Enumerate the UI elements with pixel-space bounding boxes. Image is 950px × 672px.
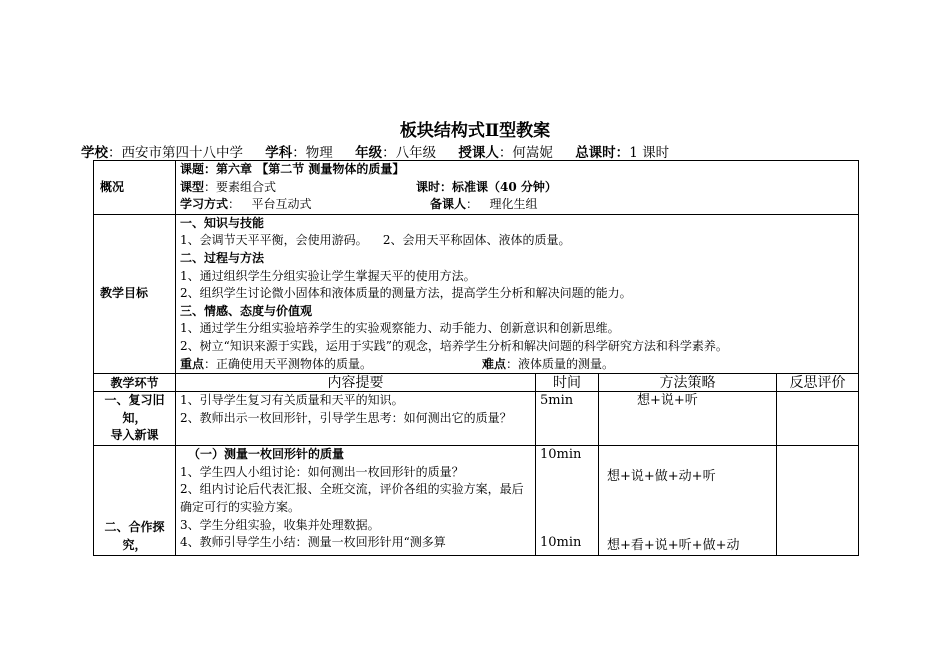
time-cell-1: 5min	[536, 392, 599, 446]
row2-item-3: 3、学生分组实验，收集并处理数据。	[180, 517, 380, 532]
header-stage: 教学环节	[94, 374, 176, 392]
goal-attitude-1: 1、通过学生分组实验培养学生的实验观察能力、动手能力、创新意识和创新思维。	[180, 321, 620, 336]
difficulty-label: 难点	[482, 356, 507, 371]
table-row	[94, 446, 859, 556]
column-header-row	[94, 374, 859, 392]
time-value: 标准课（40 分钟）	[452, 179, 557, 194]
lesson-plan-table	[93, 160, 859, 556]
prep-value: 理化生组	[489, 197, 538, 212]
time-2a: 10min	[540, 447, 582, 463]
method-2b: 想+看+说+听+做+动	[607, 538, 740, 554]
row1-item-1: 1、引导学生复习有关质量和天平的知识。	[180, 393, 404, 408]
document-title: 板块结构式Ⅱ型教案	[399, 121, 551, 141]
header-content: 内容提要	[176, 374, 536, 392]
row2-item-4: 4、教师引导学生小结：测量一枚回形针用“测多算	[180, 535, 446, 550]
stage-cell-2	[94, 446, 176, 556]
goals-label: 教学目标	[94, 214, 176, 373]
goal-process-2: 2、组织学生讨论微小固体和液体质量的测量方法，提高学生分析和解决问题的能力。	[180, 286, 632, 301]
key-difficulty-line: 重点：正确使用天平测物体的质量。 难点：液体质量的测量。	[180, 356, 615, 371]
goal-heading-process: 二、过程与方法	[180, 250, 265, 265]
reflect-cell-2	[777, 446, 859, 556]
content-cell-2	[176, 446, 536, 556]
goal-process-1: 1、通过组织学生分组实验让学生掌握天平的使用方法。	[180, 268, 476, 283]
subject-value: 物理	[305, 145, 333, 161]
grade-label: 年级	[355, 145, 383, 161]
header-time: 时间	[536, 374, 599, 392]
method-cell-2	[599, 446, 777, 556]
time-2b: 10min	[540, 535, 582, 551]
type-label: 课型	[180, 179, 205, 194]
mode-label: 学习方式	[180, 197, 229, 212]
prep-label: 备课人	[430, 197, 467, 212]
overview-cell	[176, 161, 859, 215]
row2-item-1: 1、学生四人小组讨论：如何测出一枚回形针的质量？	[180, 464, 464, 479]
grade-value: 八年级	[395, 145, 437, 161]
hours-value: 1 课时	[629, 145, 670, 161]
row2-item-2: 2、组内讨论后代表汇报、全班交流，评价各组的实验方案，最后确定可行的实验方案。	[180, 482, 524, 514]
content-cell-1	[176, 392, 536, 446]
school-label: 学校	[81, 145, 108, 161]
lesson-info-line: 学校：西安市第四十八中学 学科：物理 年级：八年级 授课人：何嵩妮 总课时：1 课时	[81, 145, 670, 161]
goals-row	[94, 214, 859, 373]
method-cell-1	[599, 392, 777, 446]
teacher-value: 何嵩妮	[512, 145, 553, 161]
time-label: 课时：	[416, 179, 453, 194]
teacher-label: 授课人	[458, 145, 499, 161]
key-label: 重点	[180, 356, 205, 371]
hours-label: 总课时：	[575, 145, 630, 161]
time-cell-2	[536, 446, 599, 556]
subject-label: 学科	[265, 145, 293, 161]
row1-item-2: 2、教师出示一枚回形针，引导学生思考：如何测出它的质量？	[180, 410, 512, 425]
overview-label: 概况	[94, 161, 176, 215]
goal-knowledge-2: 2、会用天平称固体、液体的质量。	[382, 233, 571, 248]
school-value: 西安市第四十八中学	[121, 145, 243, 161]
stage-1-line-a: 一、复习旧知，	[104, 393, 165, 425]
goals-cell	[176, 214, 859, 373]
stage-2-line: 二、合作探究，	[104, 519, 165, 552]
table-row	[94, 392, 859, 446]
goal-knowledge-line	[180, 232, 854, 250]
goal-heading-attitude: 三、情感、态度与价值观	[180, 303, 313, 318]
row2-heading: （一）测量一枚回形针的质量	[188, 447, 345, 462]
difficulty-value: 液体质量的测量。	[518, 356, 615, 371]
header-reflect: 反思评价	[777, 374, 859, 392]
header-method: 方法策略	[599, 374, 777, 392]
key-value: 正确使用天平测物体的质量。	[216, 356, 373, 371]
overview-row	[94, 161, 859, 215]
stage-cell-1	[94, 392, 176, 446]
stage-1-line-b: 导入新课	[110, 428, 159, 443]
goal-heading-knowledge: 一、知识与技能	[180, 215, 265, 230]
type-value: 要素组合式	[216, 179, 277, 194]
topic-label: 课题：	[180, 162, 217, 176]
type-line: 课型：要素组合式 课时：标准课（40 分钟）	[180, 179, 557, 194]
mode-line: 学习方式： 平台互动式 备课人： 理化生组	[180, 197, 538, 212]
topic-value: 第六章 【第二节 测量物体的质量】	[216, 162, 405, 176]
reflect-cell-1	[777, 392, 859, 446]
goal-attitude-2: 2、树立“知识来源于实践，运用于实践”的观念，培养学生分析和解决问题的科学研究方法和科学素养。	[180, 338, 728, 353]
method-1: 想+说+听	[637, 393, 698, 409]
topic-line	[180, 161, 854, 179]
goal-knowledge-1: 1、会调节天平平衡，会使用游码。	[180, 233, 368, 248]
mode-value: 平台互动式	[251, 197, 312, 212]
method-2a: 想+说+做+动+听	[607, 469, 716, 485]
